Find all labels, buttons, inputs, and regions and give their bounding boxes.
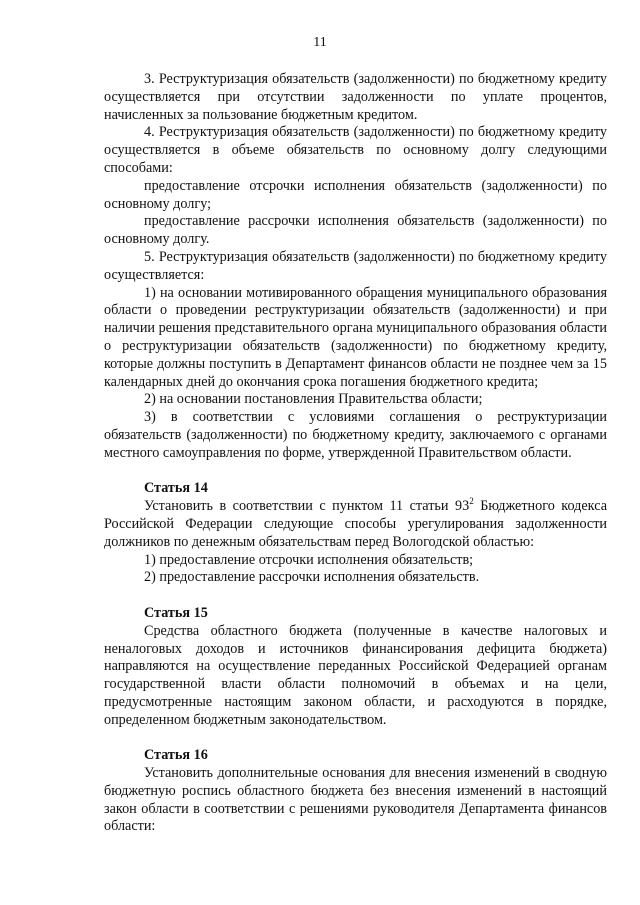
paragraph-5-item-3: 3) в соответствии с условиями соглашения о реструктуризации обязательств (задолженности) по бюджетному кредиту, заключаемого с органами местного самоуправления по форме, утвержденной Правительством области.	[104, 409, 607, 461]
article-16-text: Установить дополнительные основания для внесения изменений в сводную бюджетную роспись областного бюджета без внесения изменений в настоящий закон области в соответствии с решениями руководителя Департамента финансов области:	[104, 765, 607, 835]
paragraph-4-method-deferral: предоставление отсрочки исполнения обязательств (задолженности) по основному долгу;	[104, 177, 607, 212]
paragraph-5-item-1: 1) на основании мотивированного обращения муниципального образования области о проведении реструктуризации обязательств (задолженности) и при наличии решения представительного органа муниципального образования области о реструктуризации обязательств (задолженности) по бюджетному кредиту, которые должны поступить в Департамент финансов области не позднее чем за 15 календарных дней до окончания срока погашения бюджетного кредита;	[104, 284, 607, 390]
article-14-item-2: 2) предоставление рассрочки исполнения обязательств.	[144, 569, 480, 586]
paragraph-4-method-installment: предоставление рассрочки исполнения обязательств (задолженности) по основному долгу.	[104, 213, 607, 248]
spacer	[104, 463, 607, 481]
article-14-intro-text: Установить в соответствии с пунктом 11 статьи 93	[144, 498, 470, 515]
article-14-heading: Статья 14	[144, 480, 208, 497]
spacer	[104, 729, 607, 747]
page-number: 11	[313, 35, 327, 50]
article-16-heading: Статья 16	[144, 747, 208, 764]
paragraph-4: 4. Реструктуризация обязательств (задолженности) по бюджетному кредиту осуществляется в объеме обязательств по основному долгу следующими способами:	[104, 124, 607, 176]
document-body	[104, 71, 607, 836]
article-14-intro-rest: Бюджетного кодекса Российской Федерации следующие способы урегулирования задолженности должников по денежным обязательствам перед Вологодской областью:	[104, 498, 607, 550]
paragraph-5: 5. Реструктуризация обязательств (задолженности) по бюджетному кредиту осуществляется:	[104, 248, 607, 283]
article-15-text: Средства областного бюджета (полученные в качестве налоговых и неналоговых доходов и источников финансирования дефицита бюджета) направляются на осуществление переданных Российской Федерацией органам государственной власти области полномочий в объемах и на цели, предусмотренные настоящим законом области, и расходуются в порядке, определенном бюджетным законодательством.	[104, 622, 607, 728]
paragraph-3: 3. Реструктуризация обязательств (задолженности) по бюджетному кредиту осуществляется при отсутствии задолженности по уплате процентов, начисленных за пользование бюджетным кредитом.	[104, 71, 607, 123]
spacer	[104, 587, 607, 605]
paragraph-5-item-2: 2) на основании постановления Правительства области;	[144, 391, 483, 408]
article-14-item-1: 1) предоставление отсрочки исполнения обязательств;	[144, 551, 474, 568]
article-14-intro	[104, 498, 607, 551]
article-15-heading: Статья 15	[144, 604, 208, 621]
article-14-superscript: 2	[469, 496, 474, 507]
